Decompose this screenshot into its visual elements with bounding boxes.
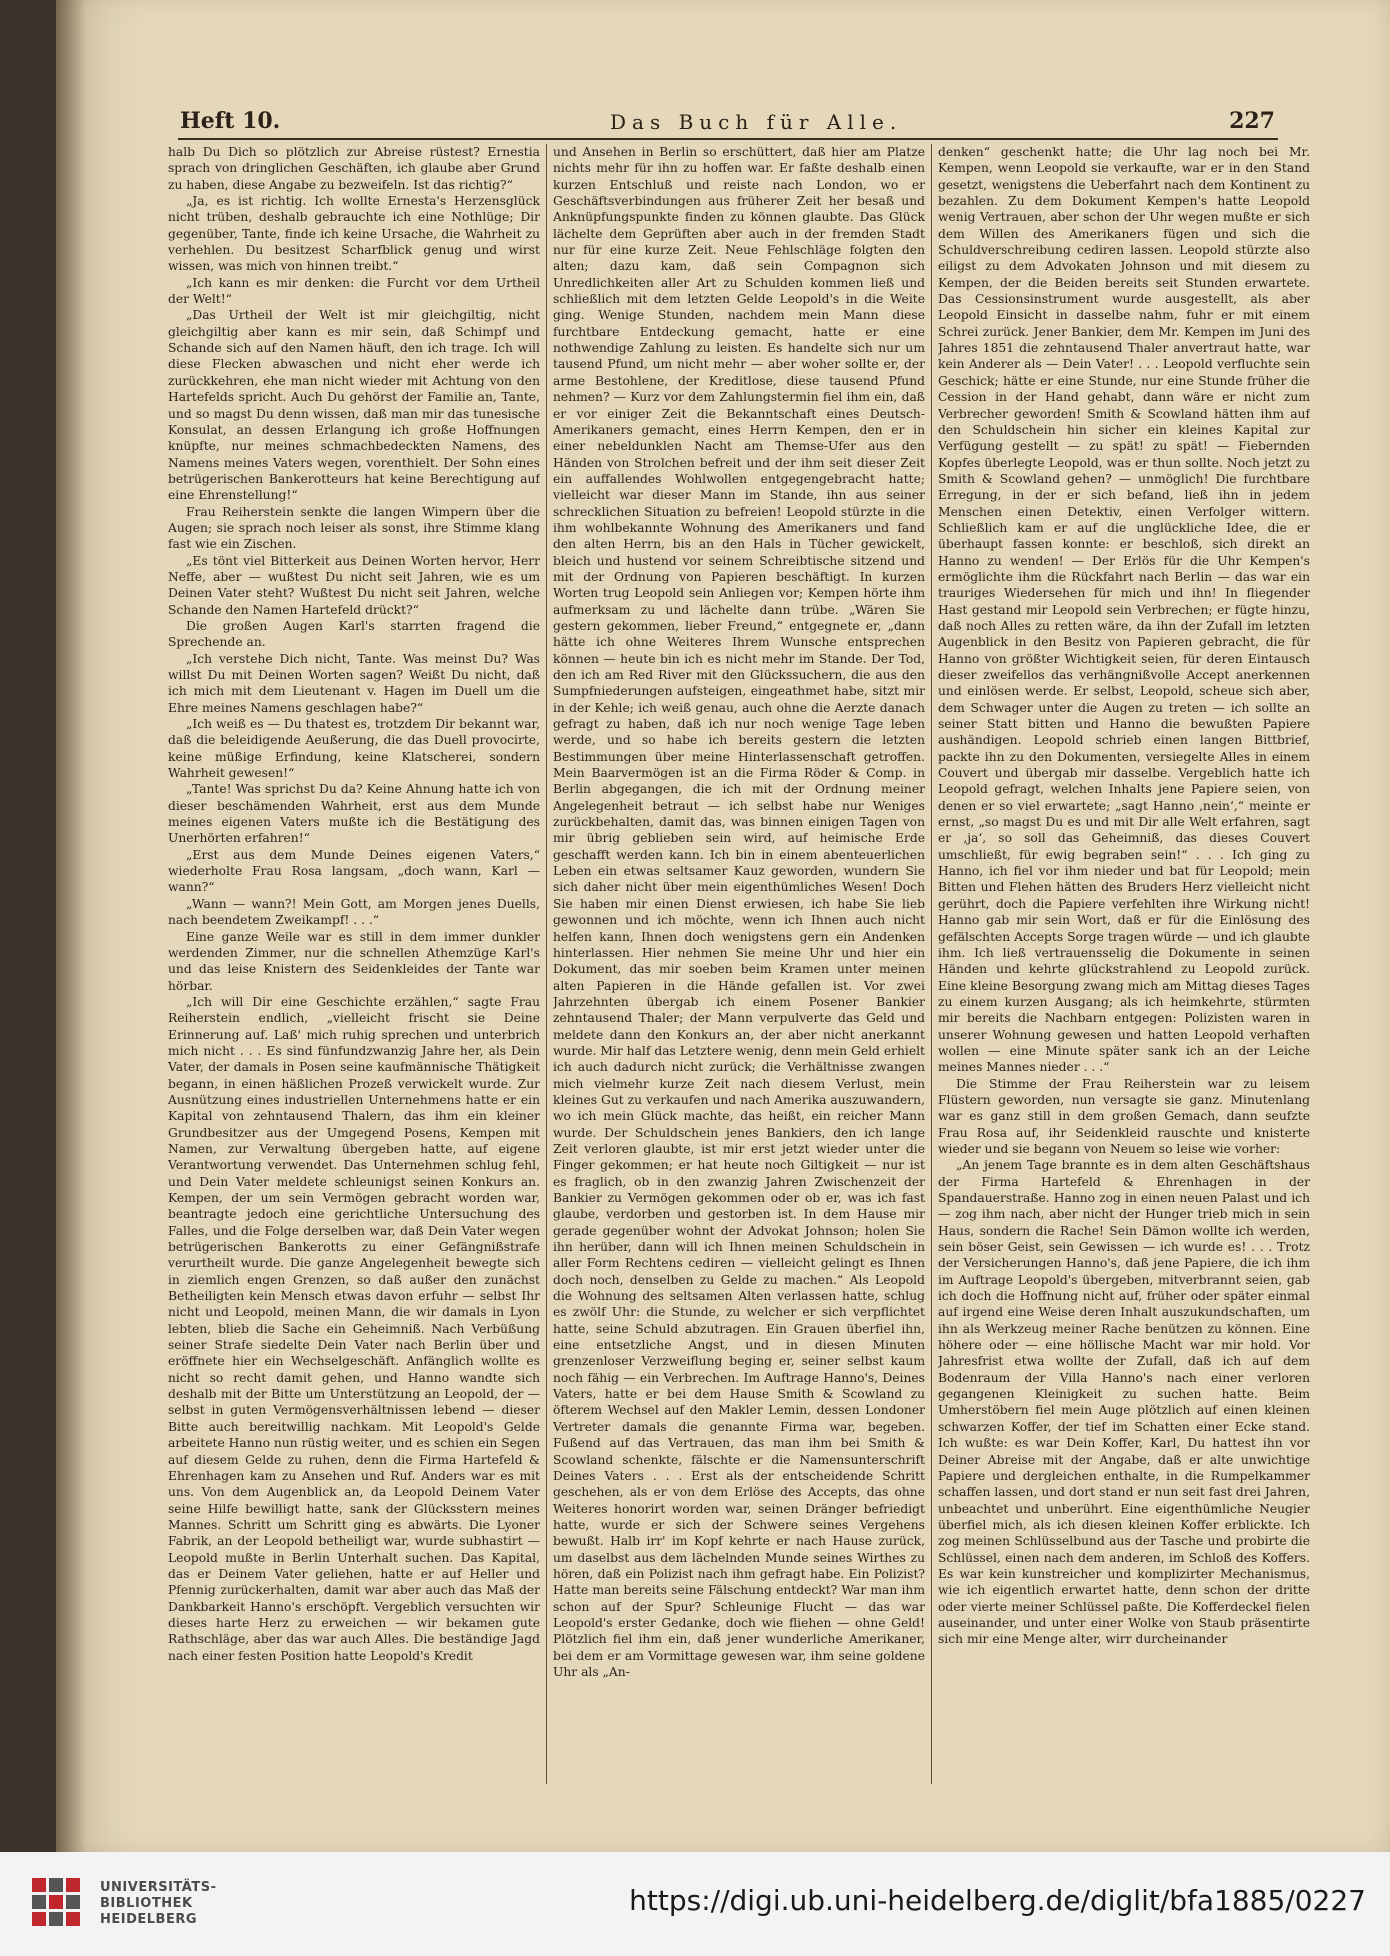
paragraph: „Ich kann es mir denken: die Furcht vor dem Urtheil der Welt!“ — [168, 275, 540, 307]
text-column-3 — [938, 144, 1310, 1784]
text-column-2 — [553, 144, 925, 1784]
paragraph: und Ansehen in Berlin so erschüttert, daß hier am Platze nichts mehr für ihn zu hoffen war. Er faßte deshalb einen kurzen Entschluß und reiste nach London, wo er Geschäftsverbindungen aus früherer Zeit her besaß und Anknüpfungspunkte finden zu können glaubte. Das Glück lächelte dem Geprüften aber auch in der fremden Stadt nur für eine kurze Zeit. Neue Fehlschläge folgten den alten; dazu kam, daß sein Compagnon sich Unredlichkeiten aller Art zu Schulden kommen ließ und schließlich mit dem letzten Gelde Leopold's in die Weite ging. Wenige Stunden, nachdem mein Mann diese furchtbare Entdeckung gemacht, hatte er eine nothwendige Zahlung zu leisten. Es handelte sich nur um tausend Pfund, um nicht mehr — aber woher sollte er, der arme Bestohlene, der Kreditlose, diese tausend Pfund nehmen? — Kurz vor dem Zahlungstermin fiel ihm ein, daß er vor einiger Zeit die Bekanntschaft eines Deutsch-Amerikaners gemacht, eines Herrn Kempen, den er in einer nebeldunklen Nacht am Themse-Ufer aus den Händen von Strolchen befreit und der ihm seit dieser Zeit ein auffallendes Wohlwollen entgegengebracht hatte; vielleicht war dieser Mann im Stande, ihn aus seiner schrecklichen Situation zu befreien! Leopold stürzte in die ihm wohlbekannte Wohnung des Amerikaners und fand den alten Herrn, bis an den Hals in Tücher gewickelt, bleich und hustend vor seinem Schreibtische sitzend und mit der Ordnung von Papieren beschäftigt. In kurzen Worten trug Leopold sein Anliegen vor; Kempen hörte ihm aufmerksam zu und lächelte dann trübe. „Wären Sie gestern gekommen, lieber Freund,“ entgegnete er, „dann hätte ich ohne Weiteres Ihrem Wunsche entsprechen können — heute bin ich es nicht mehr im Stande. Der Tod, den ich am Red River mit den Glückssuchern, die aus den Sumpfniederungen aufsteigen, eingeathmet habe, sitzt mir in der Kehle; ich weiß genau, auch ohne die Aerzte danach gefragt zu haben, daß ich nur noch wenige Tage leben werde, und so habe ich bereits gestern die letzten Bestimmungen über meine Hinterlassenschaft getroffen. Mein Baarvermögen ist an die Firma Röder & Comp. in Berlin abgegangen, die ich mit der Ordnung meiner Angelegenheit betraut — ich selbst habe nur Weniges zurückbehalten, damit das, was binnen einigen Tagen von mir übrig geblieben sein wird, auf heimische Erde geschafft werden kann. Ich bin in einem abenteuerlichen Leben ein etwas seltsamer Kauz geworden, wundern Sie sich daher nicht über mein eigenthümliches Wesen! Doch Sie haben mir einen Dienst erwiesen, ich habe Sie lieb gewonnen und ich möchte, wenn ich Ihnen auch nicht helfen kann, Ihnen doch wenigstens gern ein Andenken hinterlassen. Hier nehmen Sie meine Uhr und hier ein Dokument, das mir soeben beim Kramen unter meinen alten Papieren in die Hände gefallen ist. Vor zwei Jahrzehnten übergab ich einem Posener Bankier zehntausend Thaler; der Mann verpulverte das Geld und meldete dann den Konkurs an, der aber nicht anerkannt wurde. Mir half das Letztere wenig, denn mein Geld erhielt ich auch dadurch nicht zurück; die Verhältnisse zwangen mich vielmehr kurze Zeit nach diesem Verlust, mein kleines Gut zu verkaufen und nach Amerika auszuwandern, wo ich mein Glück machte, das heißt, ein reicher Mann wurde. Der Schuldschein jenes Bankiers, den ich lange Zeit verloren glaubte, ist mir erst jetzt wieder unter die Finger gekommen; er hat heute noch Giltigkeit — nur ist es fraglich, ob in den zwanzig Jahren Zwischenzeit der Bankier zu Vermögen gekommen oder ob er, was ich fast glaube, verdorben und gestorben ist. In dem Hause mir gerade gegenüber wohnt der Advokat Johnson; holen Sie ihn herüber, dann will ich Ihnen meinen Schuldschein in aller Form Rechtens cediren — vielleicht gelingt es Ihnen doch noch, denselben zu Gelde zu machen.“ Als Leopold die Wohnung des seltsamen Alten verlassen hatte, schlug es zwölf Uhr: die Stunde, zu welcher er sich verpflichtet hatte, seine Schuld abzutragen. Ein Grauen überfiel ihn, eine entsetzliche Angst, und in diesen Minuten grenzenloser Verzweiflung beging er, seiner selbst kaum noch fähig — ein Verbrechen. Im Auftrage Hanno's, Deines Vaters, hatte er bei dem Hause Smith & Scowland zu öfterem Wechsel auf den Makler Lemin, dessen Londoner Vertreter damals die genannte Firma war, begeben. Fußend auf das Vertrauen, das man ihm bei Smith & Scowland schenkte, fälschte er die Namensunterschrift Deines Vaters . . . Erst als der entscheidende Schritt geschehen, als er von dem Erlöse des Accepts, das ohne Weiteres honorirt worden war, seinen Dränger befriedigt hatte, wurde er sich der Schwere seines Vergehens bewußt. Halb irr' im Kopf kehrte er nach Hause zurück, um daselbst aus dem lächelnden Munde seines Wirthes zu hören, daß ein Polizist nach ihm gefragt habe. Ein Polizist? Hatte man bereits seine Fälschung entdeckt? War man ihm schon auf der Spur? Schleunige Flucht — das war Leopold's erster Gedanke, doch wie fliehen — ohne Geld! Plötzlich fiel ihm ein, daß jener wunderliche Amerikaner, bei dem er am Vormittage gewesen war, ihm seine goldene Uhr als „An- — [553, 145, 925, 1679]
paragraph: „An jenem Tage brannte es in dem alten Geschäftshaus der Firma Hartefeld & Ehrenhagen in der Spandauerstraße. Hanno zog in einen neuen Palast und ich — zog ihm nach, aber nicht der Hunger trieb mich in sein Haus, sondern die Rache! Sein Dämon wollte ich werden, sein böser Geist, sein Gewissen — ich wurde es! . . . Trotz der Versicherungen Hanno's, daß jene Papiere, die ich ihm im Auftrage Leopold's übergeben, mitverbrannt seien, gab ich doch die Hoffnung nicht auf, früher oder später einmal auf irgend eine Weise deren Inhalt auszukundschaften, um ihn als Werkzeug meiner Rache benützen zu können. Eine höhere oder — eine höllische Macht war mir hold. Vor Jahresfrist etwa wollte der Zufall, daß ich auf dem Bodenraum der Villa Hanno's nach einer verloren gegangenen Kleinigkeit zu suchen hatte. Beim Umherstöbern fiel mein Auge plötzlich auf einen kleinen schwarzen Koffer, der tief im Schatten einer Ecke stand. Ich wußte: es war Dein Koffer, Karl, Du hattest ihn vor Deiner Abreise mit der Angabe, daß er alte unwichtige Papiere und dergleichen enthalte, in die Rumpelkammer schaffen lassen, und dort stand er nun seit fast drei Jahren, unbeachtet und unberührt. Eine eigenthümliche Neugier überfiel mich, als ich diesen kleinen Koffer erblickte. Ich zog meinen Schlüsselbund aus der Tasche und probirte die Schlüssel, einen nach dem anderen, im Schloß des Koffers. Es war kein kunstreicher und komplizirter Mechanismus, wie ich eigentlich erwartet hatte, denn schon der dritte oder vierte meiner Schlüssel paßte. Die Kofferdeckel fielen auseinander, und unter einer Wolke von Staub präsentirte sich mir eine Menge alter, wirr durcheinander — [938, 1158, 1310, 1647]
page-number: 227 — [1229, 108, 1275, 134]
library-name: UNIVERSITÄTS- BIBLIOTHEK HEIDELBERG — [100, 1880, 217, 1927]
paragraph: „Wann — wann?! Mein Gott, am Morgen jenes Duells, nach beendetem Zweikampf! . . .“ — [168, 896, 540, 928]
page-url-link[interactable]: https://digi.ub.uni-heidelberg.de/diglit/bfa1885/0227 — [629, 1884, 1366, 1917]
text-column-1 — [168, 144, 540, 1784]
page-header — [180, 108, 1275, 138]
paragraph: „Ich weiß es — Du thatest es, trotzdem Dir bekannt war, daß die beleidigende Aeußerung, die das Duell provocirte, keine müßige Erfindung, keine Klatscherei, sondern Wahrheit gewesen!“ — [168, 717, 540, 781]
paragraph: „Tante! Was sprichst Du da? Keine Ahnung hatte ich von dieser beschämenden Wahrheit, erst aus dem Munde meines eigenen Vaters mußte ich die Bestätigung des Unerhörten erfahren!“ — [168, 782, 540, 846]
paragraph: „Erst aus dem Munde Deines eigenen Vaters,“ wiederholte Frau Rosa langsam, „doch wann, Karl — wann?“ — [168, 847, 540, 895]
column-divider — [546, 144, 547, 1784]
issue-label: Heft 10. — [180, 108, 281, 134]
paragraph: „Ich verstehe Dich nicht, Tante. Was meinst Du? Was willst Du mit Deinen Worten sagen? Weißt Du nicht, daß ich mich mit dem Lieutenant v. Hagen im Duell um die Ehre meines Namens geschlagen habe?“ — [168, 651, 540, 715]
journal-title: Das Buch für Alle. — [610, 110, 903, 134]
paragraph: „Ja, es ist richtig. Ich wollte Ernesta's Herzensglück nicht trüben, deshalb gebrauchte ich eine Nothlüge; Dir gegenüber, Tante, finde ich keine Ursache, die Wahrheit zu verhehlen. Du besitzest Scharfblick genug und wirst wissen, was mich von hinnen treibt.“ — [168, 194, 540, 274]
paragraph: „Das Urtheil der Welt ist mir gleichgiltig, nicht gleichgiltig aber kann es mir sein, daß Schimpf und Schande sich auf den Namen häuft, den ich trage. Ich will diese Flecken abwaschen und nicht eher werde ich zurückkehren, ehe man nicht wieder mit Achtung von den Hartefelds spricht. Auch Du gehörst der Familie an, Tante, und so magst Du denn wissen, daß man mir das tunesische Konsulat, an dessen Erlangung ich große Hoffnungen knüpfte, nur meines schmachbedeckten Namens, des Namens meines Vaters wegen, vorenthielt. Der Sohn eines betrügerischen Bankerotteurs hat keine Berechtigung auf eine Ehrenstellung!“ — [168, 308, 540, 503]
header-rule — [178, 138, 1278, 140]
paragraph: halb Du Dich so plötzlich zur Abreise rüstest? Ernestia sprach von dringlichen Geschäften, ich glaube aber Grund zu haben, diese Angabe zu bezweifeln. Ist das richtig?“ — [168, 145, 540, 192]
paragraph: denken“ geschenkt hatte; die Uhr lag noch bei Mr. Kempen, wenn Leopold sie verkaufte, war er in den Stand gesetzt, wenigstens die Ueberfahrt nach dem Kontinent zu bezahlen. Zu dem Dokument Kempen's hatte Leopold wenig Vertrauen, aber schon der Uhr wegen mußte er sich dem Willen des Amerikaners fügen und sich die Schuldverschreibung cediren lassen. Leopold stürzte also eiligst zu dem Advokaten Johnson und mit diesem zu Kempen, der die Beiden bereits seit Stunden erwartete. Das Cessionsinstrument wurde ausgestellt, als aber Leopold Einsicht in dasselbe nahm, fuhr er mit einem Schrei zurück. Jener Bankier, dem Mr. Kempen im Juni des Jahres 1851 die zehntausend Thaler anvertraut hatte, war kein Anderer als — Dein Vater! . . . Leopold verfluchte sein Geschick; hätte er eine Stunde, nur eine Stunde früher die Cession in der Hand gehabt, dann wäre er nicht zum Verbrecher geworden! Smith & Scowland hätten ihm auf den Schuldschein hin sicher ein kleines Kapital zur Verfügung gestellt — zu spät! zu spät! — Fiebernden Kopfes überlegte Leopold, was er thun sollte. Noch jetzt zu Smith & Scowland gehen? — unmöglich! Die furchtbare Erregung, in der er sich befand, ließ ihn in jedem Menschen einen Detektiv, einen Verfolger wittern. Schließlich kam er auf die unglückliche Idee, die er überhaupt fassen konnte: er beschloß, sich direkt an Hanno zu wenden! — Der Erlös für die Uhr Kempen's ermöglichte ihm die Rückfahrt nach Berlin — das war ein trauriges Wiedersehen für mich und ihn! In fliegender Hast gestand mir Leopold sein Verbrechen; er fügte hinzu, daß noch Alles zu retten wäre, da ihn der Zufall im letzten Augenblick in den Besitz von Papieren gebracht, die für Hanno von größter Wichtigkeit seien, für deren Eintausch dieser zweifellos das verhängnißvolle Accept anerkennen und einlösen werde. Er selbst, Leopold, scheue sich aber, dem Schwager unter die Augen zu treten — ich sollte an seiner Statt bitten und Hanno die bewußten Papiere aushändigen. Leopold schrieb einen langen Bittbrief, packte ihn zu den Dokumenten, versiegelte Alles in einem Couvert und übergab mir dasselbe. Vergeblich hatte ich Leopold gefragt, welchen Inhalts jene Papiere seien, von denen er so viel erwartete; „sagt Hanno ‚nein‘,“ meinte er ernst, „so magst Du es und mit Dir alle Welt erfahren, sagt er ‚ja‘, so soll das Geheimniß, das dieses Couvert umschließt, für ewig begraben sein!“ . . . Ich ging zu Hanno, ich fiel vor ihm nieder und bat für Leopold; mein Bitten und Flehen hätten des Bruders Herz vielleicht nicht gerührt, doch die Papiere verfehlten ihre Wirkung nicht! Hanno gab mir sein Wort, daß er für die Einlösung des gefälschten Accepts Sorge tragen würde — und ich glaubte ihm. Ich ließ vertrauensselig die Dokumente in seinen Händen und kehrte glückstrahlend zu Leopold zurück. Eine kleine Besorgung zwang mich am Mittag dieses Tages zu einem kurzen Ausgang; als ich heimkehrte, stürmten mir bereits die Nachbarn entgegen: Polizisten waren in unserer Wohnung gewesen und hatten Leopold verhaften wollen — eine Minute später sank ich an der Leiche meines Mannes nieder . . .“ — [938, 145, 1310, 1075]
paragraph: „Es tönt viel Bitterkeit aus Deinen Worten hervor, Herr Neffe, aber — wußtest Du nicht seit Jahren, wie es um Deinen Vater steht? Wußtest Du nicht seit Jahren, welche Schande den Namen Hartefeld drückt?“ — [168, 553, 540, 617]
paragraph: Frau Reiherstein senkte die langen Wimpern über die Augen; sie sprach noch leiser als sonst, ihre Stimme klang fast wie ein Zischen. — [168, 504, 540, 552]
column-divider — [931, 144, 932, 1784]
paragraph: „Ich will Dir eine Geschichte erzählen,“ sagte Frau Reiherstein endlich, „vielleicht frischt sie Deine Erinnerung auf. Laß' mich ruhig sprechen und unterbrich mich nicht . . . Es sind fünfundzwanzig Jahre her, als Dein Vater, der damals in Posen seine kaufmännische Thätigkeit begann, in einen häßlichen Prozeß verwickelt wurde. Zur Ausnützung eines industriellen Unternehmens hatte er ein Kapital von zehntausend Thalern, das ihm ein kleiner Grundbesitzer aus der Umgegend Posens, Kempen mit Namen, zur Verwaltung übergeben hatte, auf eigene Verantwortung verwendet. Das Unternehmen schlug fehl, und Dein Vater meldete schleunigst seinen Konkurs an. Kempen, der um sein Vermögen gebracht worden war, beantragte jedoch eine gerichtliche Untersuchung des Falles, und die Folge derselben war, daß Dein Vater wegen betrügerischen Bankerotts zu einer Gefängnißstrafe verurtheilt wurde. Die ganze Angelegenheit bewegte sich in ziemlich engen Grenzen, so daß außer den zunächst Betheiligten kein Mensch etwas davon erfuhr — selbst Ihr nicht und Leopold, meinen Mann, die wir damals in Lyon lebten, blieb die Sache ein Geheimniß. Nach Verbüßung seiner Strafe siedelte Dein Vater nach Berlin über und eröffnete hier ein Wechselgeschäft. Anfänglich wollte es nicht so recht damit gehen, und Hanno wandte sich deshalb mit der Bitte um Unterstützung an Leopold, der — selbst in guten Vermögensverhältnissen lebend — dieser Bitte auch bereitwillig nachkam. Mit Leopold's Gelde arbeitete Hanno nun rüstig weiter, und es schien ein Segen auf diesem Gelde zu ruhen, denn die Firma Hartefeld & Ehrenhagen kam zu Ansehen und Ruf. Anders war es mit uns. Von dem Augenblick an, da Leopold Deinem Vater seine Hilfe bewilligt hatte, sank der Glücksstern meines Mannes. Schritt um Schritt ging es abwärts. Die Lyoner Fabrik, an der Leopold betheiligt war, wurde subhastirt — Leopold mußte in Berlin Unterhalt suchen. Das Kapital, das er Deinem Vater geliehen, hatte er auf Heller und Pfennig zurückerhalten, damit war aber auch das Maß der Dankbarkeit Hanno's erschöpft. Vergeblich versuchten wir dieses harte Herz zu erweichen — wir bekamen gute Rathschläge, aber das war auch Alles. Die beständige Jagd nach einer festen Position hatte Leopold's Kredit — [168, 994, 540, 1663]
paragraph: Die Stimme der Frau Reiherstein war zu leisem Flüstern geworden, nun versagte sie ganz. Minutenlang war es ganz still in dem großen Gemach, dann seufzte Frau Rosa auf, ihr Seidenkleid rauschte und knisterte wieder und sie begann von Neuem so leise wie vorher: — [938, 1076, 1310, 1156]
viewer-footer — [0, 1852, 1390, 1956]
university-library-logo-icon — [28, 1874, 84, 1930]
paragraph: Eine ganze Weile war es still in dem immer dunkler werdenden Zimmer, nur die schnellen Athemzüge Karl's und das leise Knistern des Seidenkleides der Tante war hörbar. — [168, 929, 540, 993]
page-gutter-shadow — [56, 0, 86, 1852]
paragraph: Die großen Augen Karl's starrten fragend die Sprechende an. — [168, 618, 540, 650]
